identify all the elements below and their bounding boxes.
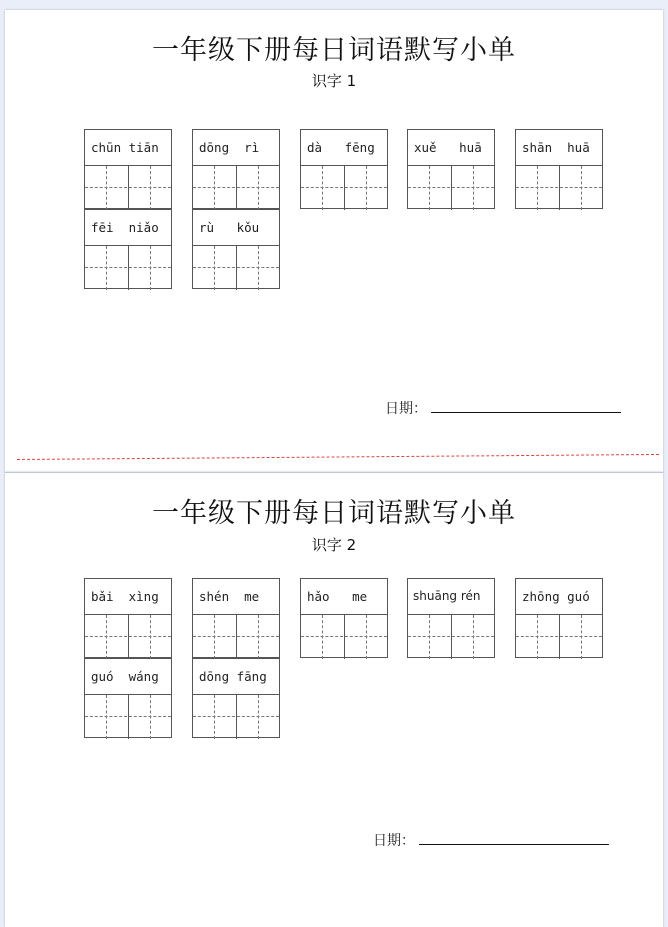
writing-grid[interactable] xyxy=(85,615,171,659)
sheet-title: 一年级下册每日词语默写小单 xyxy=(152,498,516,529)
word-pinyin: fēi niǎo xyxy=(85,210,171,246)
word-box xyxy=(515,578,603,658)
writing-grid[interactable] xyxy=(193,246,279,290)
writing-grid[interactable] xyxy=(408,166,494,210)
word-box xyxy=(84,129,172,209)
writing-grid[interactable] xyxy=(85,166,171,210)
word-pinyin: hǎo me xyxy=(301,579,387,615)
word-pinyin: shén me xyxy=(193,579,279,615)
writing-grid[interactable] xyxy=(408,615,494,659)
writing-grid[interactable] xyxy=(301,615,387,659)
word-pinyin: dà fēng xyxy=(301,130,387,166)
writing-grid[interactable] xyxy=(85,695,171,739)
dictation-sheet-1 xyxy=(5,10,663,472)
word-pinyin: xuě huā xyxy=(408,130,494,166)
word-box xyxy=(192,209,280,289)
date-label: 日期： xyxy=(385,401,427,417)
word-box xyxy=(84,209,172,289)
word-pinyin: dōng fāng xyxy=(193,659,279,695)
word-pinyin: guó wáng xyxy=(85,659,171,695)
writing-grid[interactable] xyxy=(301,166,387,210)
date-label: 日期： xyxy=(373,833,415,849)
word-box xyxy=(84,578,172,658)
date-input-line[interactable] xyxy=(419,830,609,845)
word-box xyxy=(84,658,172,738)
word-box xyxy=(300,129,388,209)
word-box xyxy=(192,658,280,738)
lesson-subtitle: 识字 1 xyxy=(311,72,357,90)
word-pinyin: shān huā xyxy=(516,130,602,166)
sheet-title: 一年级下册每日词语默写小单 xyxy=(152,35,516,66)
worksheet-page-2 xyxy=(5,472,663,927)
word-pinyin: bǎi xìng xyxy=(85,579,171,615)
date-input-line[interactable] xyxy=(431,398,621,413)
word-box xyxy=(407,129,495,209)
dictation-sheet-2 xyxy=(5,473,663,927)
writing-grid[interactable] xyxy=(516,166,602,210)
writing-grid[interactable] xyxy=(193,615,279,659)
writing-grid[interactable] xyxy=(193,166,279,210)
word-pinyin: shuāng rén xyxy=(408,579,494,615)
word-box xyxy=(192,129,280,209)
lesson-subtitle: 识字 2 xyxy=(311,536,357,554)
word-box xyxy=(300,578,388,658)
word-box xyxy=(192,578,280,658)
word-pinyin: zhōng guó xyxy=(516,579,602,615)
date-field xyxy=(385,398,621,418)
worksheet-page-1 xyxy=(5,10,663,472)
date-field xyxy=(373,830,609,850)
word-pinyin: dōng rì xyxy=(193,130,279,166)
writing-grid[interactable] xyxy=(85,246,171,290)
word-pinyin: chūn tiān xyxy=(85,130,171,166)
word-box xyxy=(407,578,495,658)
word-box xyxy=(515,129,603,209)
word-pinyin: rù kǒu xyxy=(193,210,279,246)
writing-grid[interactable] xyxy=(516,615,602,659)
writing-grid[interactable] xyxy=(193,695,279,739)
